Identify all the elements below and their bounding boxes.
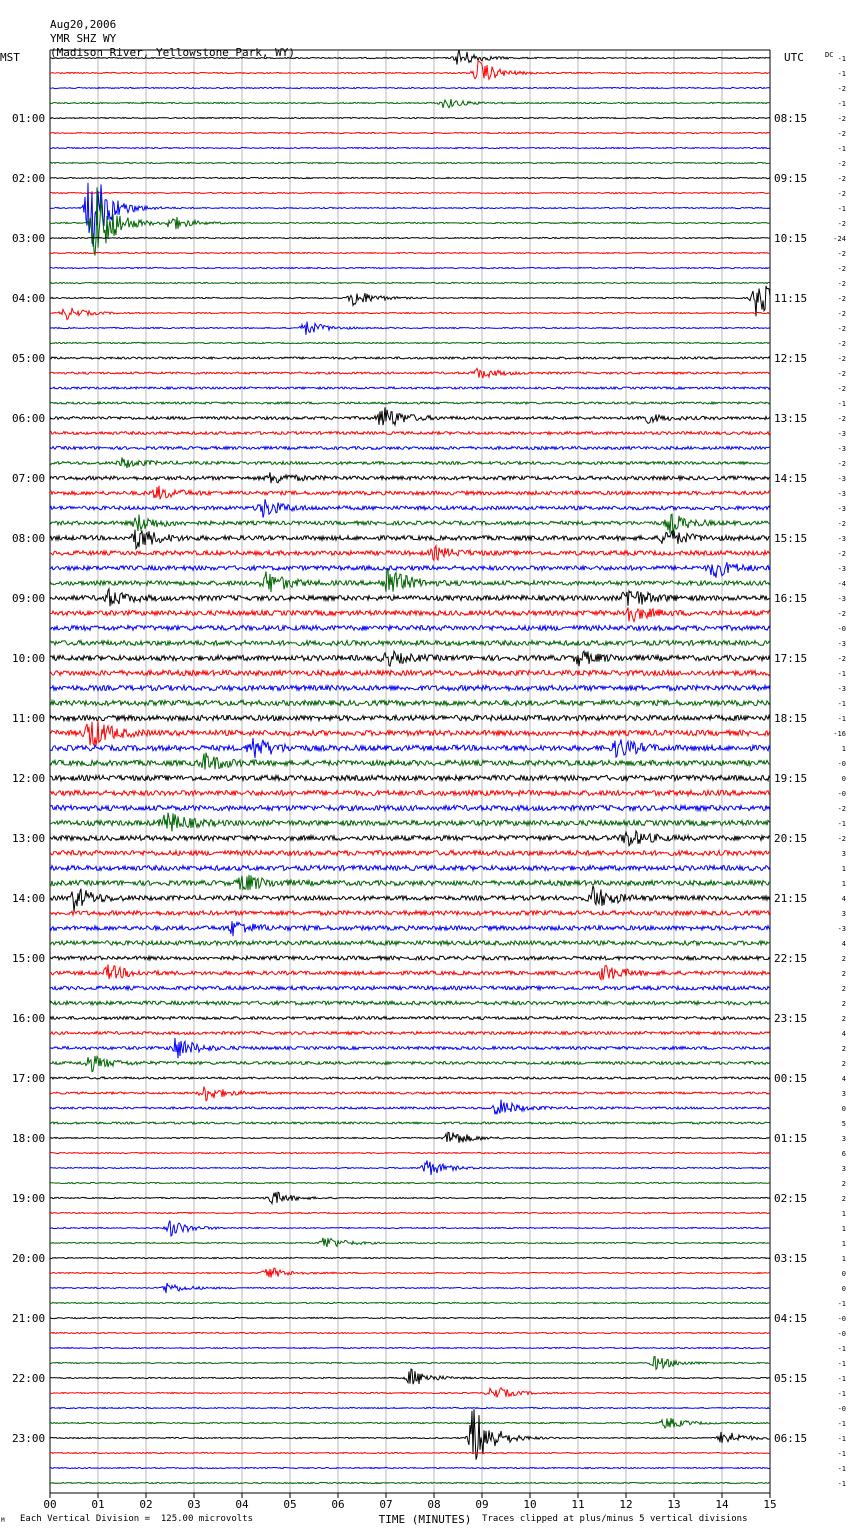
dc-offset-label: 1 <box>841 865 846 873</box>
x-tick-label: 01 <box>91 1498 105 1511</box>
trace-line <box>50 1161 770 1176</box>
right-time-label: 13:15 <box>774 412 808 425</box>
x-tick-label: 05 <box>283 1498 297 1511</box>
right-time-label: 14:15 <box>774 472 808 485</box>
scale-note: Each Vertical Division = 125.00 microvolts <box>20 1514 253 1524</box>
trace-line <box>50 87 770 88</box>
trace-line <box>50 252 770 253</box>
trace-line <box>50 569 770 592</box>
x-tick-label: 02 <box>139 1498 153 1511</box>
dc-offset-label: -2 <box>837 655 846 663</box>
dc-label: DC <box>825 51 834 59</box>
trace-line <box>50 402 770 404</box>
trace-line <box>50 941 770 945</box>
dc-offset-label: -24 <box>833 235 846 243</box>
dc-offset-label: 4 <box>841 1030 846 1038</box>
trace-line <box>50 162 770 163</box>
trace-line <box>50 1418 770 1428</box>
trace-line <box>50 117 770 118</box>
trace-line <box>50 813 770 832</box>
left-time-label: 02:00 <box>12 172 46 185</box>
corner-mark: M <box>1 1517 5 1524</box>
trace-line <box>50 831 770 846</box>
dc-offset-label: 1 <box>841 880 846 888</box>
trace-line <box>50 562 770 578</box>
trace-line <box>50 1077 770 1079</box>
left-time-label: 17:00 <box>12 1072 46 1085</box>
left-time-label: 10:00 <box>12 652 46 665</box>
x-tick-label: 07 <box>379 1498 393 1511</box>
right-time-label: 08:15 <box>774 112 808 125</box>
left-timezone-label: MST <box>0 51 20 64</box>
dc-offset-label: -2 <box>837 610 846 618</box>
dc-offset-label: -2 <box>837 130 846 138</box>
trace-line <box>50 132 770 133</box>
right-time-label: 01:15 <box>774 1132 808 1145</box>
trace-line <box>50 738 770 758</box>
dc-offset-label: 2 <box>841 1060 846 1068</box>
x-axis-label: TIME (MINUTES) <box>378 1513 472 1526</box>
trace-line <box>50 147 770 148</box>
chart-date: Aug20,2006 <box>50 18 117 31</box>
left-time-label: 05:00 <box>12 352 46 365</box>
trace-line <box>50 685 770 690</box>
trace-line <box>50 1283 770 1293</box>
dc-offset-label: -1 <box>837 1435 846 1443</box>
left-time-label: 14:00 <box>12 892 46 905</box>
dc-offset-label: -1 <box>837 1375 846 1383</box>
dc-offset-label: -1 <box>837 820 846 828</box>
dc-offset-label: 2 <box>841 985 846 993</box>
trace-line <box>50 651 770 666</box>
trace-line <box>50 921 770 936</box>
trace-line <box>50 1152 770 1153</box>
dc-offset-label: 0 <box>841 775 846 783</box>
trace-line <box>50 99 770 108</box>
left-time-label: 13:00 <box>12 832 46 845</box>
x-tick-label: 10 <box>523 1498 537 1511</box>
trace-line <box>50 1317 770 1318</box>
right-time-label: 19:15 <box>774 772 808 785</box>
dc-offset-label: -0 <box>837 790 846 798</box>
trace-line <box>50 1087 770 1101</box>
right-time-label: 23:15 <box>774 1012 808 1025</box>
dc-offset-label: -1 <box>837 1300 846 1308</box>
dc-offset-label: 2 <box>841 955 846 963</box>
trace-line <box>50 956 770 960</box>
dc-offset-label: -2 <box>837 835 846 843</box>
dc-offset-label: -1 <box>837 700 846 708</box>
dc-offset-label: 1 <box>841 1225 846 1233</box>
dc-offset-label: -16 <box>833 730 846 738</box>
trace-line <box>50 50 770 65</box>
dc-offset-label: -1 <box>837 145 846 153</box>
trace-line <box>50 851 770 856</box>
trace-line <box>50 964 770 980</box>
station-code: YMR SHZ WY <box>50 32 117 45</box>
right-time-label: 05:15 <box>774 1372 808 1385</box>
right-time-label: 17:15 <box>774 652 808 665</box>
left-time-label: 07:00 <box>12 472 46 485</box>
left-time-label: 04:00 <box>12 292 46 305</box>
dc-offset-label: -3 <box>837 925 846 933</box>
trace-line <box>50 1302 770 1303</box>
left-time-label: 06:00 <box>12 412 46 425</box>
left-time-label: 20:00 <box>12 1252 46 1265</box>
trace-line <box>50 1369 770 1384</box>
trace-line <box>50 790 770 795</box>
dc-offset-label: -1 <box>837 1450 846 1458</box>
dc-offset-label: -1 <box>837 400 846 408</box>
dc-offset-label: -3 <box>837 595 846 603</box>
dc-offset-label: -1 <box>837 1360 846 1368</box>
left-time-label: 03:00 <box>12 232 46 245</box>
dc-offset-label: -3 <box>837 430 846 438</box>
trace-line <box>50 457 770 468</box>
dc-offset-label: -2 <box>837 220 846 228</box>
dc-offset-label: -1 <box>837 100 846 108</box>
trace-line <box>50 514 770 533</box>
x-tick-label: 08 <box>427 1498 441 1511</box>
dc-offset-label: 3 <box>841 1135 846 1143</box>
dc-offset-label: -2 <box>837 160 846 168</box>
trace-line <box>50 1192 770 1203</box>
trace-line <box>50 775 770 780</box>
dc-offset-label: -1 <box>837 1480 846 1488</box>
dc-offset-label: -4 <box>837 580 846 588</box>
left-time-label: 16:00 <box>12 1012 46 1025</box>
trace-line <box>50 530 770 549</box>
dc-offset-label: -2 <box>837 250 846 258</box>
dc-offset-label: 3 <box>841 910 846 918</box>
left-time-label: 08:00 <box>12 532 46 545</box>
dc-offset-label: -2 <box>837 520 846 528</box>
dc-offset-label: -0 <box>837 1405 846 1413</box>
trace-line <box>50 1357 770 1370</box>
x-tick-label: 04 <box>235 1498 249 1511</box>
trace-line <box>50 499 770 517</box>
dc-offset-label: -2 <box>837 280 846 288</box>
trace-line <box>50 1017 770 1020</box>
trace-line <box>50 1257 770 1258</box>
trace-line <box>50 282 770 283</box>
trace-line <box>50 1100 770 1115</box>
trace-line <box>50 322 770 335</box>
dc-offset-label: -2 <box>837 385 846 393</box>
dc-offset-label: -2 <box>837 85 846 93</box>
left-time-label: 11:00 <box>12 712 46 725</box>
trace-line <box>50 986 770 990</box>
trace-line <box>50 1212 770 1213</box>
x-tick-label: 06 <box>331 1498 345 1511</box>
trace-line <box>50 886 770 912</box>
dc-offset-label: 4 <box>841 895 846 903</box>
station-location: (Madison River, Yellowstone Park, WY) <box>50 46 296 59</box>
trace-line <box>50 432 770 435</box>
dc-offset-label: -3 <box>837 685 846 693</box>
trace-line <box>50 911 770 915</box>
left-time-label: 21:00 <box>12 1312 46 1325</box>
dc-offset-label: 1 <box>841 1210 846 1218</box>
dc-offset-label: -2 <box>837 550 846 558</box>
dc-offset-label: -1 <box>837 1390 846 1398</box>
trace-line <box>50 486 770 500</box>
dc-offset-label: -3 <box>837 640 846 648</box>
trace-line <box>50 626 770 631</box>
trace-line <box>50 1122 770 1124</box>
dc-offset-label: -1 <box>837 715 846 723</box>
dc-offset-label: -2 <box>837 175 846 183</box>
dc-offset-label: -1 <box>837 205 846 213</box>
dc-offset-label: -3 <box>837 490 846 498</box>
left-time-label: 18:00 <box>12 1132 46 1145</box>
trace-line <box>50 1132 770 1143</box>
trace-line <box>50 1482 770 1483</box>
right-time-label: 20:15 <box>774 832 808 845</box>
x-tick-label: 03 <box>187 1498 201 1511</box>
left-time-label: 12:00 <box>12 772 46 785</box>
trace-line <box>50 546 770 561</box>
dc-offset-label: -2 <box>837 460 846 468</box>
trace-line <box>50 670 770 675</box>
trace-line <box>50 1407 770 1408</box>
dc-offset-label: -2 <box>837 340 846 348</box>
trace-line <box>50 715 770 720</box>
dc-offset-label: -0 <box>837 760 846 768</box>
trace-line <box>50 607 770 621</box>
x-tick-label: 09 <box>475 1498 489 1511</box>
x-tick-label: 15 <box>763 1498 777 1511</box>
dc-offset-label: 2 <box>841 1015 846 1023</box>
dc-offset-label: -3 <box>837 535 846 543</box>
right-time-label: 22:15 <box>774 952 808 965</box>
trace-line <box>50 1467 770 1468</box>
right-time-label: 04:15 <box>774 1312 808 1325</box>
trace-line <box>50 1238 770 1247</box>
trace-line <box>50 1001 770 1005</box>
trace-line <box>50 192 770 193</box>
dc-offset-label: -2 <box>837 295 846 303</box>
trace-line <box>50 1332 770 1333</box>
x-tick-label: 14 <box>715 1498 729 1511</box>
left-time-label: 22:00 <box>12 1372 46 1385</box>
trace-line <box>50 875 770 890</box>
trace-line <box>50 1182 770 1183</box>
dc-offset-label: -2 <box>837 325 846 333</box>
trace-line <box>50 61 770 79</box>
trace-line <box>50 589 770 606</box>
dc-offset-label: 2 <box>841 1000 846 1008</box>
trace-line <box>50 1409 770 1460</box>
right-time-label: 03:15 <box>774 1252 808 1265</box>
trace-line <box>50 1221 770 1237</box>
dc-offset-label: 2 <box>841 970 846 978</box>
trace-line <box>50 177 770 178</box>
trace-line <box>50 368 770 378</box>
dc-offset-label: -0 <box>837 1330 846 1338</box>
dc-offset-label: -2 <box>837 265 846 273</box>
dc-offset-label: 1 <box>841 1240 846 1248</box>
left-time-label: 23:00 <box>12 1432 46 1445</box>
dc-offset-label: -2 <box>837 310 846 318</box>
right-timezone-label: UTC <box>784 51 804 64</box>
dc-offset-label: 4 <box>841 1075 846 1083</box>
dc-offset-label: -1 <box>837 1420 846 1428</box>
trace-group <box>50 50 770 1484</box>
right-time-label: 00:15 <box>774 1072 808 1085</box>
trace-line <box>50 267 770 268</box>
left-time-label: 19:00 <box>12 1192 46 1205</box>
dc-offset-label: 3 <box>841 850 846 858</box>
trace-line <box>50 700 770 705</box>
dc-offset-label: 0 <box>841 1105 846 1113</box>
trace-line <box>50 641 770 646</box>
trace-line <box>50 1032 770 1035</box>
trace-line <box>50 1347 770 1348</box>
right-time-label: 16:15 <box>774 592 808 605</box>
trace-line <box>50 447 770 450</box>
dc-offset-label: -2 <box>837 190 846 198</box>
right-time-label: 09:15 <box>774 172 808 185</box>
x-tick-label: 11 <box>571 1498 585 1511</box>
trace-line <box>50 1388 770 1398</box>
dc-offset-label: -3 <box>837 505 846 513</box>
dc-offset-label: 2 <box>841 1195 846 1203</box>
trace-line <box>50 357 770 359</box>
right-time-label: 15:15 <box>774 532 808 545</box>
trace-line <box>50 805 770 810</box>
time-labels <box>12 55 846 1511</box>
dc-offset-label: -3 <box>837 445 846 453</box>
dc-offset-label: -1 <box>837 70 846 78</box>
dc-offset-label: -1 <box>837 55 846 63</box>
dc-offset-label: 3 <box>841 1090 846 1098</box>
dc-offset-label: -1 <box>837 1345 846 1353</box>
trace-line <box>50 1452 770 1453</box>
dc-offset-label: -2 <box>837 805 846 813</box>
trace-line <box>50 237 770 238</box>
dc-offset-label: -3 <box>837 475 846 483</box>
trace-line <box>50 1056 770 1072</box>
dc-offset-label: 0 <box>841 1270 846 1278</box>
dc-offset-label: -0 <box>837 1315 846 1323</box>
dc-offset-label: -2 <box>837 115 846 123</box>
dc-offset-label: -1 <box>837 670 846 678</box>
trace-line <box>50 187 770 255</box>
clip-note: Traces clipped at plus/minus 5 vertical divisions <box>482 1514 748 1524</box>
dc-offset-label: 2 <box>841 1045 846 1053</box>
right-time-label: 21:15 <box>774 892 808 905</box>
trace-line <box>50 1268 770 1277</box>
trace-line <box>50 308 770 320</box>
left-time-label: 09:00 <box>12 592 46 605</box>
dc-offset-label: 2 <box>841 1180 846 1188</box>
dc-offset-label: 1 <box>841 1255 846 1263</box>
trace-line <box>50 387 770 389</box>
trace-line <box>50 721 770 746</box>
left-time-label: 01:00 <box>12 112 46 125</box>
right-time-label: 11:15 <box>774 292 808 305</box>
right-time-label: 02:15 <box>774 1192 808 1205</box>
trace-line <box>50 472 770 483</box>
dc-offset-label: -2 <box>837 415 846 423</box>
dc-offset-label: 4 <box>841 940 846 948</box>
dc-offset-label: 5 <box>841 1120 846 1128</box>
dc-offset-label: 3 <box>841 1165 846 1173</box>
dc-offset-label: -2 <box>837 370 846 378</box>
right-time-label: 06:15 <box>774 1432 808 1445</box>
trace-line <box>50 286 770 317</box>
trace-line <box>50 866 770 871</box>
dc-offset-label: -2 <box>837 355 846 363</box>
trace-line <box>50 342 770 343</box>
dc-offset-label: 6 <box>841 1150 846 1158</box>
dc-offset-label: 0 <box>841 1285 846 1293</box>
dc-offset-label: 1 <box>841 745 846 753</box>
dc-offset-label: -1 <box>837 1465 846 1473</box>
right-time-label: 12:15 <box>774 352 808 365</box>
right-time-label: 18:15 <box>774 712 808 725</box>
x-tick-label: 12 <box>619 1498 633 1511</box>
trace-line <box>50 407 770 425</box>
dc-offset-label: -3 <box>837 565 846 573</box>
dc-offset-label: -0 <box>837 625 846 633</box>
left-time-label: 15:00 <box>12 952 46 965</box>
x-tick-label: 13 <box>667 1498 681 1511</box>
right-time-label: 10:15 <box>774 232 808 245</box>
trace-line <box>50 753 770 770</box>
time-grid <box>50 50 770 1498</box>
trace-line <box>50 1038 770 1058</box>
x-tick-label: 00 <box>43 1498 57 1511</box>
